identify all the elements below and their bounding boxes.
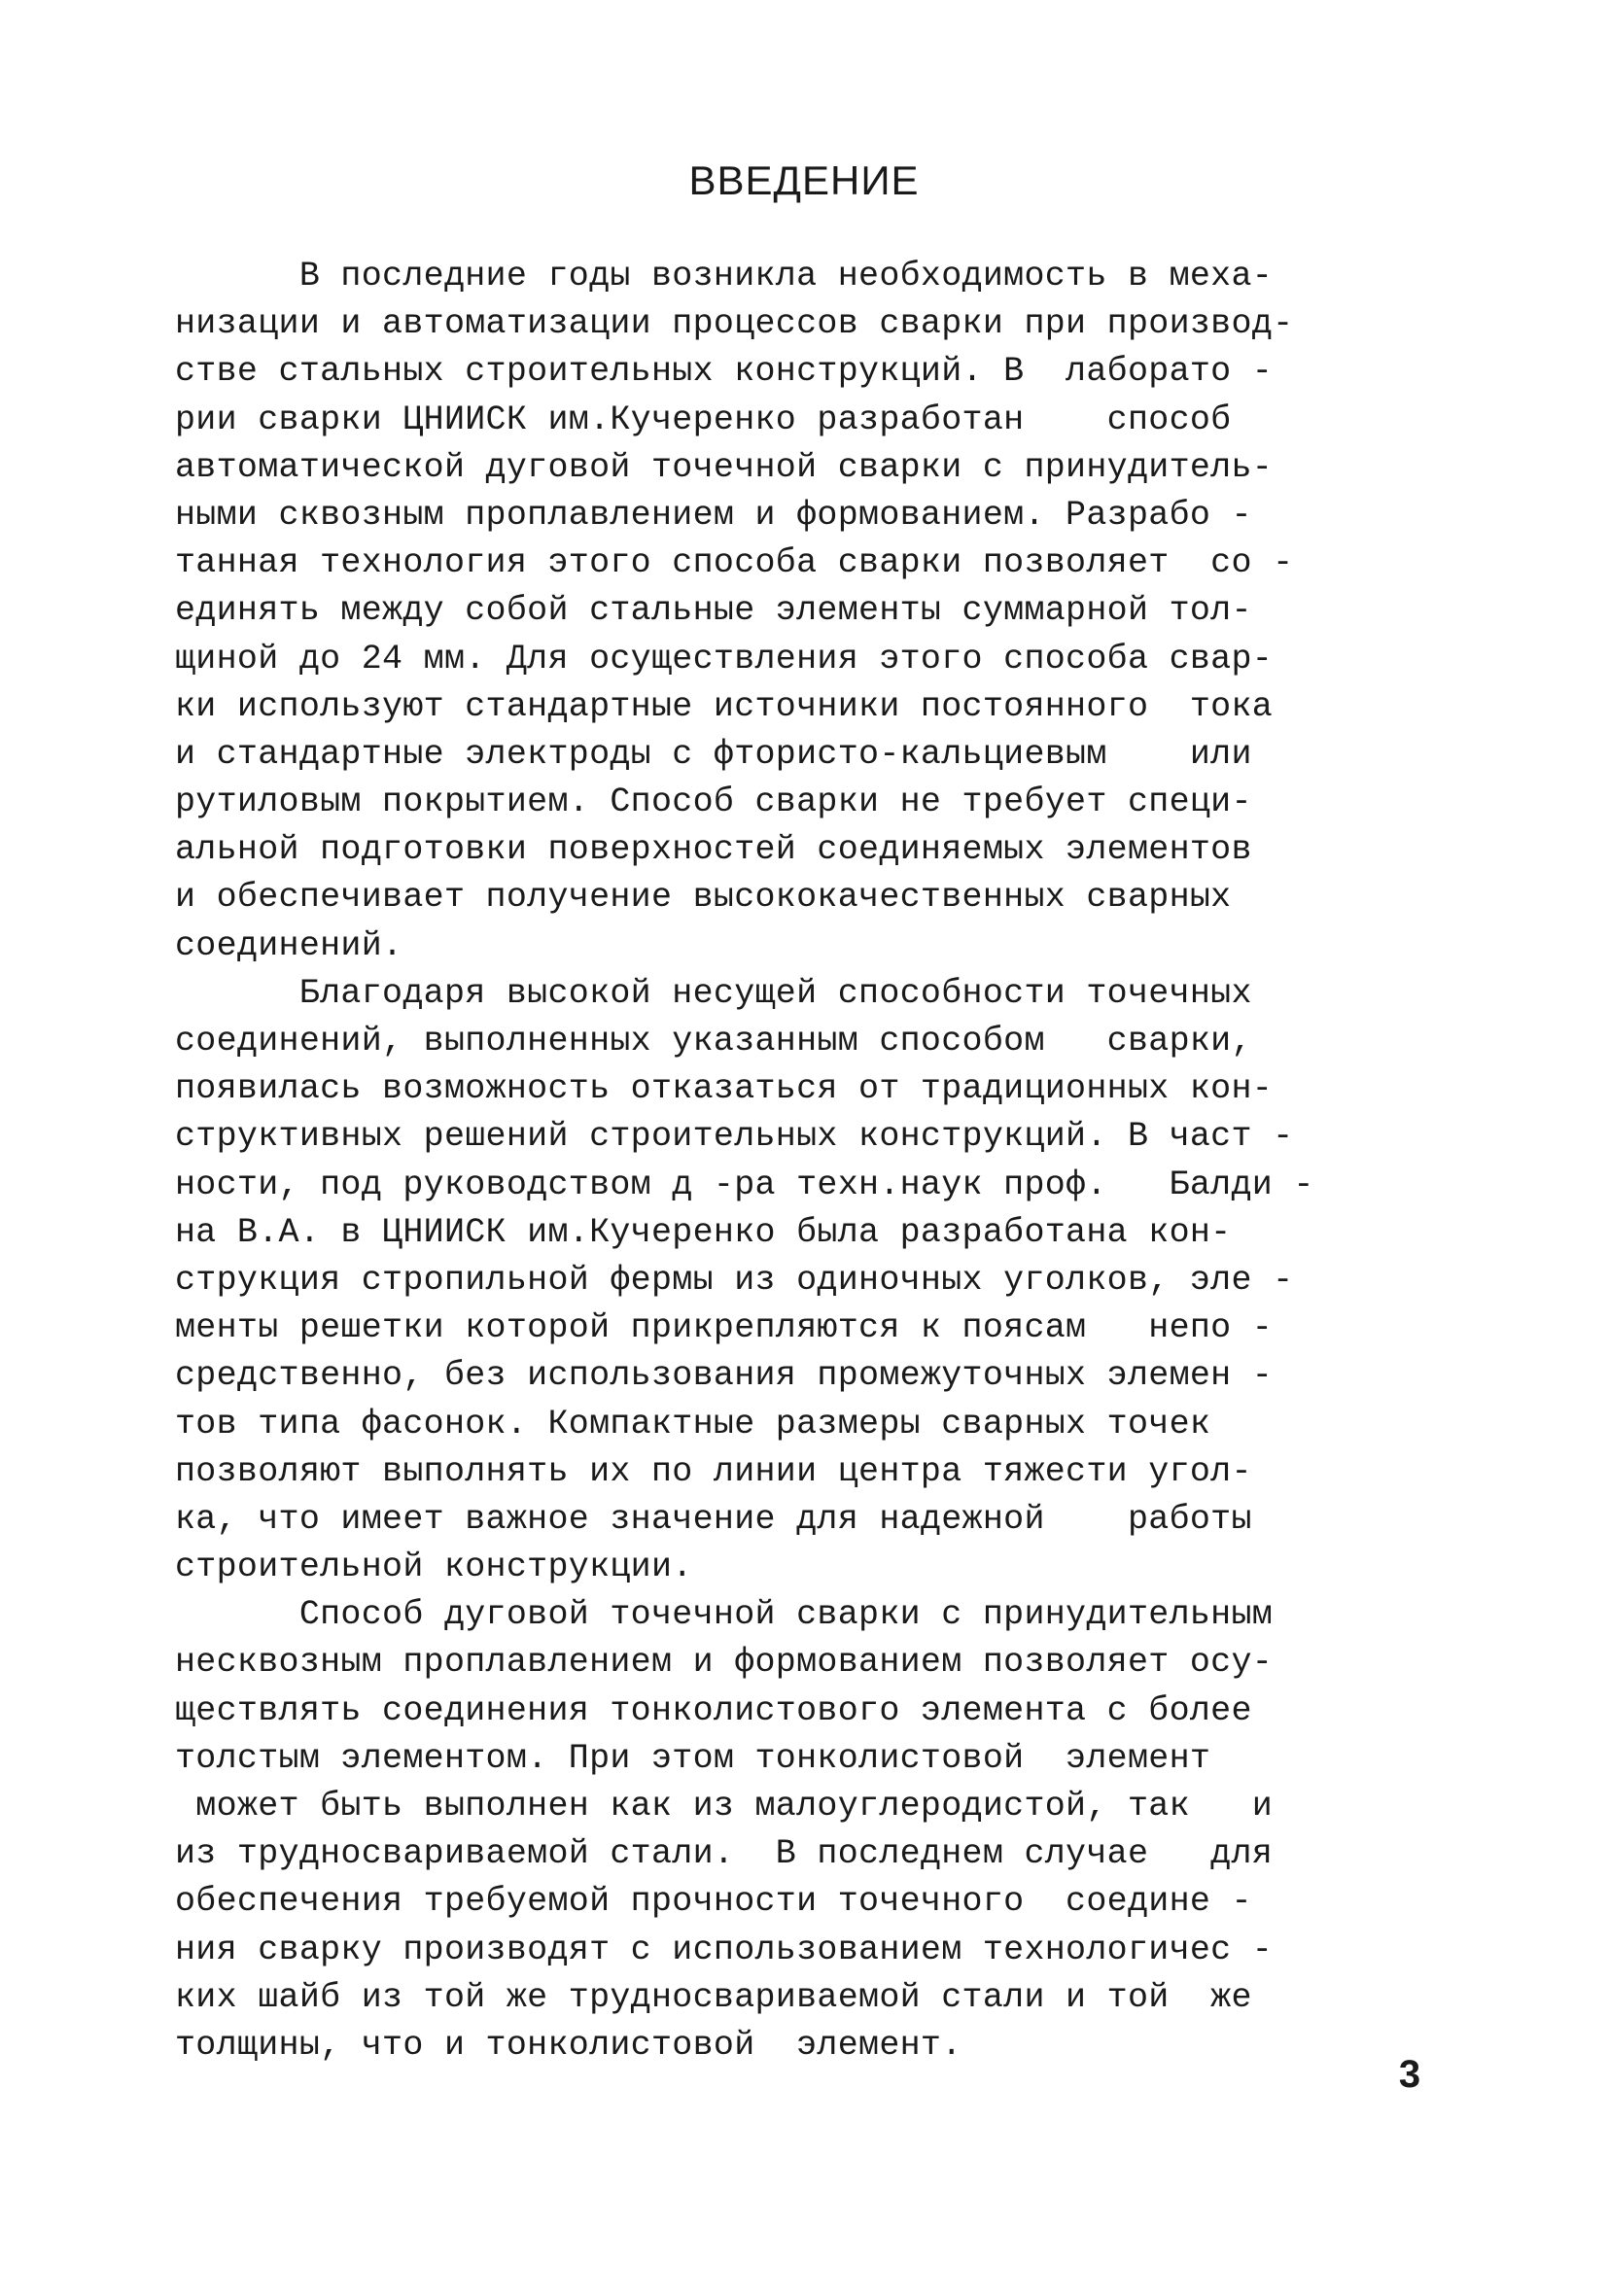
text-line: стве стальных строительных конструкций. В лаборато - xyxy=(175,352,1274,392)
text-line: танная технология этого способа сварки позволяет со - xyxy=(175,543,1294,583)
text-line: из трудносвариваемой стали. В последнем случае для xyxy=(175,1834,1274,1874)
text-line: несквозным проплавлением и формованием позволяет осу- xyxy=(175,1643,1274,1683)
text-line: струкция стропильной фермы из одиночных уголков, эле - xyxy=(175,1260,1294,1300)
text-line: структивных решений строительных конструкций. В част - xyxy=(175,1117,1294,1157)
text-line: менты решетки которой прикрепляются к поясам непо - xyxy=(175,1308,1274,1348)
text-line: низации и автоматизации процессов сварки при производ- xyxy=(175,304,1294,344)
text-line: ности, под руководством д -ра техн.наук проф. Балди - xyxy=(175,1165,1314,1204)
text-line: рии сварки ЦНИИСК им.Кучеренко разработан способ xyxy=(175,400,1232,439)
text-line: В последние годы возникла необходимость в меха- xyxy=(175,257,1274,296)
text-line: толстым элементом. При этом тонколистовой элемент xyxy=(175,1738,1211,1778)
text-line: Благодаря высокой несущей способности точечных xyxy=(175,973,1252,1013)
text-line: автоматической дуговой точечной сварки с принудитель- xyxy=(175,447,1274,487)
text-line: тов типа фасонок. Компактные размеры сварных точек xyxy=(175,1404,1211,1444)
text-line: толщины, что и тонколистовой элемент. xyxy=(175,2025,962,2065)
text-line: рутиловым покрытием. Способ сварки не требует специ- xyxy=(175,783,1252,822)
text-line: единять между собой стальные элементы суммарной тол- xyxy=(175,591,1252,631)
text-line: может быть выполнен как из малоуглеродистой, так и xyxy=(175,1787,1274,1826)
text-line: альной подготовки поверхностей соединяемых элементов xyxy=(175,830,1252,870)
page-title: ВВЕДЕНИЕ xyxy=(688,157,920,203)
text-line: ния сварку производят с использованием технологичес - xyxy=(175,1930,1274,1969)
text-line: ких шайб из той же трудносвариваемой стали и той же xyxy=(175,1977,1252,2017)
text-line: Способ дуговой точечной сварки с принудительным xyxy=(175,1595,1274,1635)
text-line: позволяют выполнять их по линии центра тяжести угол- xyxy=(175,1451,1252,1491)
text-line: на В.А. в ЦНИИСК им.Кучеренко была разработана кон- xyxy=(175,1212,1232,1252)
text-line: соединений. xyxy=(175,925,403,965)
text-line: ки используют стандартные источники постоянного тока xyxy=(175,686,1274,726)
text-line: обеспечения требуемой прочности точечного соедине - xyxy=(175,1882,1252,1922)
text-line: ществлять соединения тонколистового элемента с более xyxy=(175,1690,1252,1730)
body-text xyxy=(175,253,1458,2070)
text-line: средственно, без использования промежуточных элемен - xyxy=(175,1356,1274,1396)
text-line: строительной конструкции. xyxy=(175,1548,693,1587)
text-line: и обеспечивает получение высококачественных сварных xyxy=(175,878,1232,918)
text-line: и стандартные электроды с фтористо-кальциевым или xyxy=(175,734,1252,774)
text-line: ными сквозным проплавлением и формованием. Разрабо - xyxy=(175,495,1252,535)
text-line: соединений, выполненных указанным способом сварки, xyxy=(175,1022,1252,1061)
text-line: ка, что имеет важное значение для надежной работы xyxy=(175,1499,1252,1539)
text-line: щиной до 24 мм. Для осуществления этого способа свар- xyxy=(175,639,1274,678)
page-number: 3 xyxy=(1398,2053,1421,2096)
text-line: появилась возможность отказаться от традиционных кон- xyxy=(175,1069,1274,1109)
